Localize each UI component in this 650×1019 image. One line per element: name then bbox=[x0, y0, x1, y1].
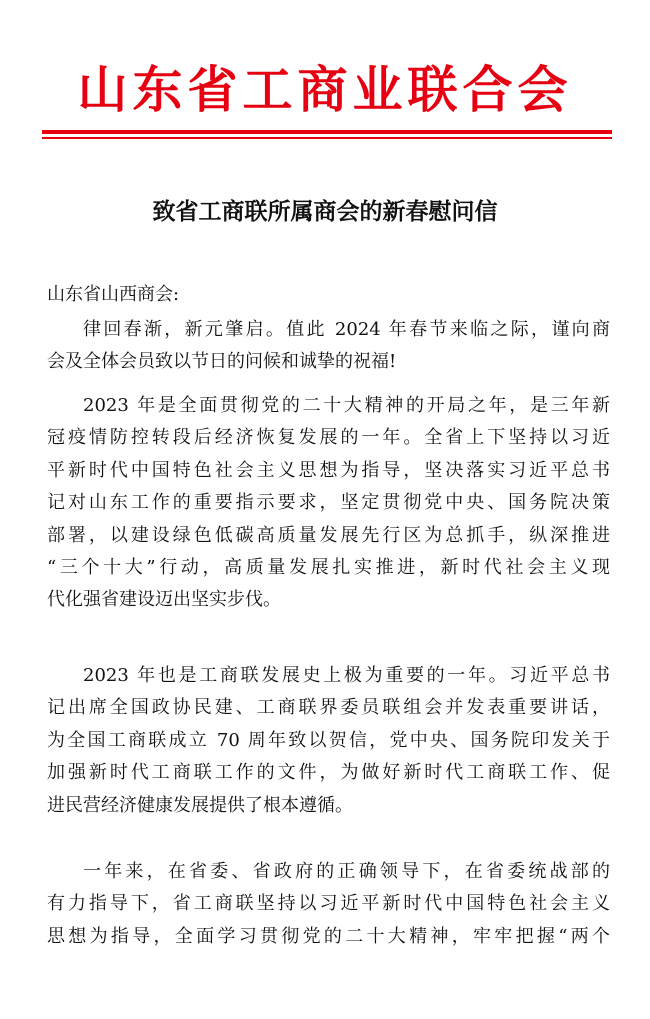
document-title: 致省工商联所属商会的新春慰问信 bbox=[152, 198, 498, 225]
paragraph-line: 2023 年是全面贯彻党的二十大精神的开局之年，是三年新 bbox=[83, 395, 610, 416]
letterhead-org-name: 山东省工商业联合会 bbox=[77, 60, 573, 119]
paragraph-line: 会及全体会员致以节日的问候和诚挚的祝福! bbox=[47, 351, 397, 373]
letterhead-red-rule-thin bbox=[42, 137, 612, 139]
paragraph-2023-review bbox=[47, 390, 610, 617]
paragraph-line: 一年来，在省委、省政府的正确领导下，在省委统战部的 bbox=[83, 861, 610, 882]
paragraph-line: 为全国工商联成立 70 周年致以贺信，党中央、国务院印发关于 bbox=[47, 729, 610, 751]
letterhead-red-rule-thick bbox=[42, 130, 612, 134]
paragraph-line: 加强新时代工商联工作的文件，为做好新时代工商联工作、促 bbox=[47, 762, 610, 784]
paragraph-line: 2023 年也是工商联发展史上极为重要的一年。习近平总书 bbox=[83, 665, 610, 686]
paragraph-line: 律回春渐，新元肇启。值此 2024 年春节来临之际，谨向商 bbox=[83, 319, 610, 340]
salutation: 山东省山西商会: bbox=[47, 284, 180, 305]
paragraph-year-summary bbox=[47, 856, 610, 953]
paragraph-line: 代化强省建设迈出坚实步伐。 bbox=[47, 589, 281, 611]
paragraph-greeting bbox=[47, 314, 610, 379]
paragraph-line: 记出席全国政协民建、工商联界委员联组会并发表重要讲话， bbox=[47, 697, 610, 719]
paragraph-line: 思想为指导，全面学习贯彻党的二十大精神，牢牢把握“两个 bbox=[47, 925, 610, 947]
paragraph-federation-history bbox=[47, 660, 610, 822]
paragraph-line: 部署，以建设绿色低碳高质量发展先行区为总抓手，纵深推进 bbox=[47, 524, 610, 546]
paragraph-line: 进民营经济健康发展提供了根本遵循。 bbox=[47, 794, 353, 816]
paragraph-line: 有力指导下，省工商联坚持以习近平新时代中国特色社会主义 bbox=[47, 893, 610, 915]
paragraph-line: 冠疫情防控转段后经济恢复发展的一年。全省上下坚持以习近 bbox=[47, 427, 610, 449]
paragraph-line: “三个十大”行动，高质量发展扎实推进，新时代社会主义现 bbox=[47, 556, 610, 578]
paragraph-line: 记对山东工作的重要指示要求，坚定贯彻党中央、国务院决策 bbox=[47, 492, 610, 514]
paragraph-line: 平新时代中国特色社会主义思想为指导，坚决落实习近平总书 bbox=[47, 459, 610, 481]
